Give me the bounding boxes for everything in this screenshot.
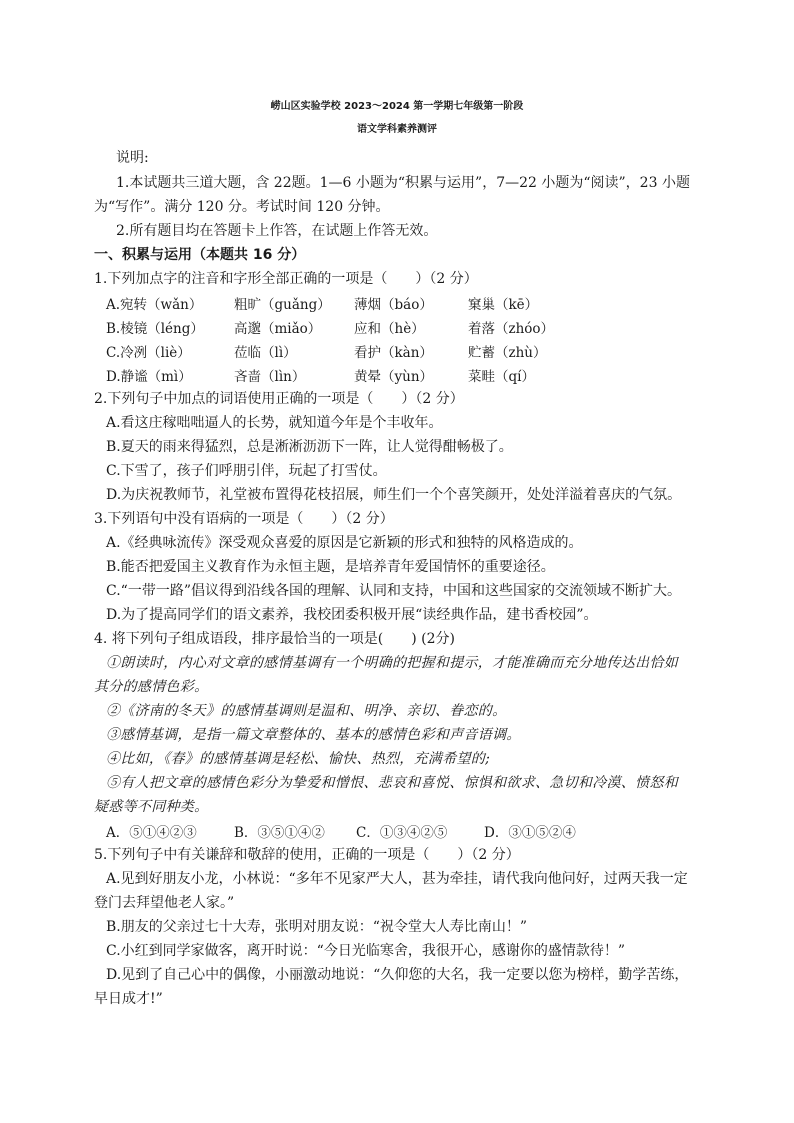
option-item: A.宛转（wǎn） [106, 297, 203, 313]
option-item: 窠巢（kē） [468, 297, 539, 313]
sequence-sentence: ①朗读时，内心对文章的感情基调有一个明确的把握和提示，才能准确而充分地传达出恰如 [106, 655, 678, 671]
option-text: A.见到好朋友小龙，小林说：“多年不见家严大人，甚为牵挂，请代我向他问好，过两天我一定 [106, 871, 688, 887]
option-text: 早日成才!” [94, 991, 163, 1007]
sequence-sentence: ②《济南的冬天》的感情基调则是温和、明净、亲切、眷恋的。 [106, 703, 507, 719]
option-item: 贮蓄（zhù） [468, 345, 547, 361]
option-item: 着落（zhóo） [468, 321, 555, 337]
option-item: C．①③④②⑤ [356, 825, 448, 841]
option-text: D.见到了自己心中的偶像，小丽激动地说：“久仰您的大名，我一定要以您为榜样，勤学苦练， [106, 967, 689, 983]
option-item: 薄烟（báo） [354, 297, 433, 313]
option-item: 吝啬（lìn） [234, 369, 306, 385]
instructions-line: 1.本试题共三道大题，含 22题。1—6 小题为“积累与运用”，7—22 小题为“阅读”，23 小题 [116, 175, 690, 191]
option-item: 莅临（lì） [234, 345, 297, 361]
option-item: D．③①⑤②④ [484, 825, 576, 841]
option-text: A.《经典咏流传》深受观众喜爱的原因是它新颖的形式和独特的风格造成的。 [106, 535, 583, 551]
section-heading: 一、积累与运用（本题共 16 分） [94, 247, 306, 263]
option-item: B.棱镜（léng） [106, 321, 204, 337]
instructions-line: 为“写作”。满分 120 分。考试时间 120 分钟。 [94, 199, 390, 215]
option-text: B.夏天的雨来得猛烈，总是淅淅沥沥下一阵，让人觉得酣畅极了。 [106, 439, 513, 455]
question-stem: 3.下列语句中没有语病的一项是（ ）（2 分） [94, 511, 394, 527]
instructions-line: 2.所有题目均在答题卡上作答，在试题上作答无效。 [116, 223, 438, 239]
option-item: A．⑤①④②③ [106, 825, 197, 841]
option-item: 高邈（miǎo） [234, 321, 322, 337]
sequence-sentence: ④比如，《春》的感情基调是轻松、愉快、热烈，充满希望的; [106, 751, 491, 767]
option-text: A.看这庄稼咄咄逼人的长势，就知道今年是个丰收年。 [106, 415, 443, 431]
question-stem: 5.下列句子中有关谦辞和敬辞的使用，正确的一项是（ ）（2 分） [94, 847, 520, 863]
option-text: D.为了提高同学们的语文素养，我校团委积极开展“读经典作品，建书香校园”。 [106, 607, 598, 623]
option-item: 看护（kàn） [354, 345, 433, 361]
question-stem: 4. 将下列句子组成语段，排序最恰当的一项是( ) (2分) [94, 631, 456, 647]
exam-subtitle: 语文学科素养测评 [357, 124, 437, 135]
option-text: 登门去拜望他老人家。” [94, 895, 235, 911]
option-text: D.为庆祝教师节，礼堂被布置得花枝招展，师生们一个个喜笑颜开，处处洋溢着喜庆的气氛。 [106, 487, 682, 503]
option-item: D.静谧（mì） [106, 369, 192, 385]
instructions-label: 说明: [116, 150, 149, 166]
sequence-sentence: ③感情基调，是指一篇文章整体的、基本的感情色彩和声音语调。 [106, 727, 521, 743]
option-item: 黄晕（yùn） [354, 369, 434, 385]
option-item: C.冷冽（liè） [106, 345, 191, 361]
sequence-sentence: ⑤有人把文章的感情色彩分为挚爱和憎恨、悲哀和喜悦、惊惧和欲求、急切和冷漠、愤怒和 [106, 775, 678, 791]
option-item: B．③⑤①④② [234, 825, 325, 841]
sequence-sentence: 其分的感情色彩。 [94, 679, 209, 695]
option-item: 菜畦（qí） [468, 369, 535, 385]
option-item: 应和（hè） [354, 321, 425, 337]
sequence-sentence: 疑惑等不同种类。 [94, 799, 209, 815]
option-item: 粗旷（guǎng） [234, 297, 331, 313]
option-text: B.能否把爱国主义教育作为永恒主题，是培养青年爱国情怀的重要途径。 [106, 559, 555, 575]
option-text: C.下雪了，孩子们呼朋引伴，玩起了打雪仗。 [106, 463, 387, 479]
exam-title: 崂山区实验学校 2023～2024 第一学期七年级第一阶段 [270, 101, 524, 112]
question-stem: 1.下列加点字的注音和字形全部正确的一项是（ ）（2 分） [94, 271, 478, 287]
option-text: C.小红到同学家做客，离开时说：“今日光临寒舍，我很开心，感谢你的盛情款待！” [106, 943, 625, 959]
option-text: B.朋友的父亲过七十大寿，张明对朋友说：“祝令堂大人寿比南山！” [106, 919, 528, 935]
option-text: C.“一带一路”倡议得到沿线各国的理解、认同和支持，中国和这些国家的交流领域不断扩大。 [106, 583, 681, 599]
question-stem: 2.下列句子中加点的词语使用正确的一项是（ ）（2 分） [94, 391, 464, 407]
